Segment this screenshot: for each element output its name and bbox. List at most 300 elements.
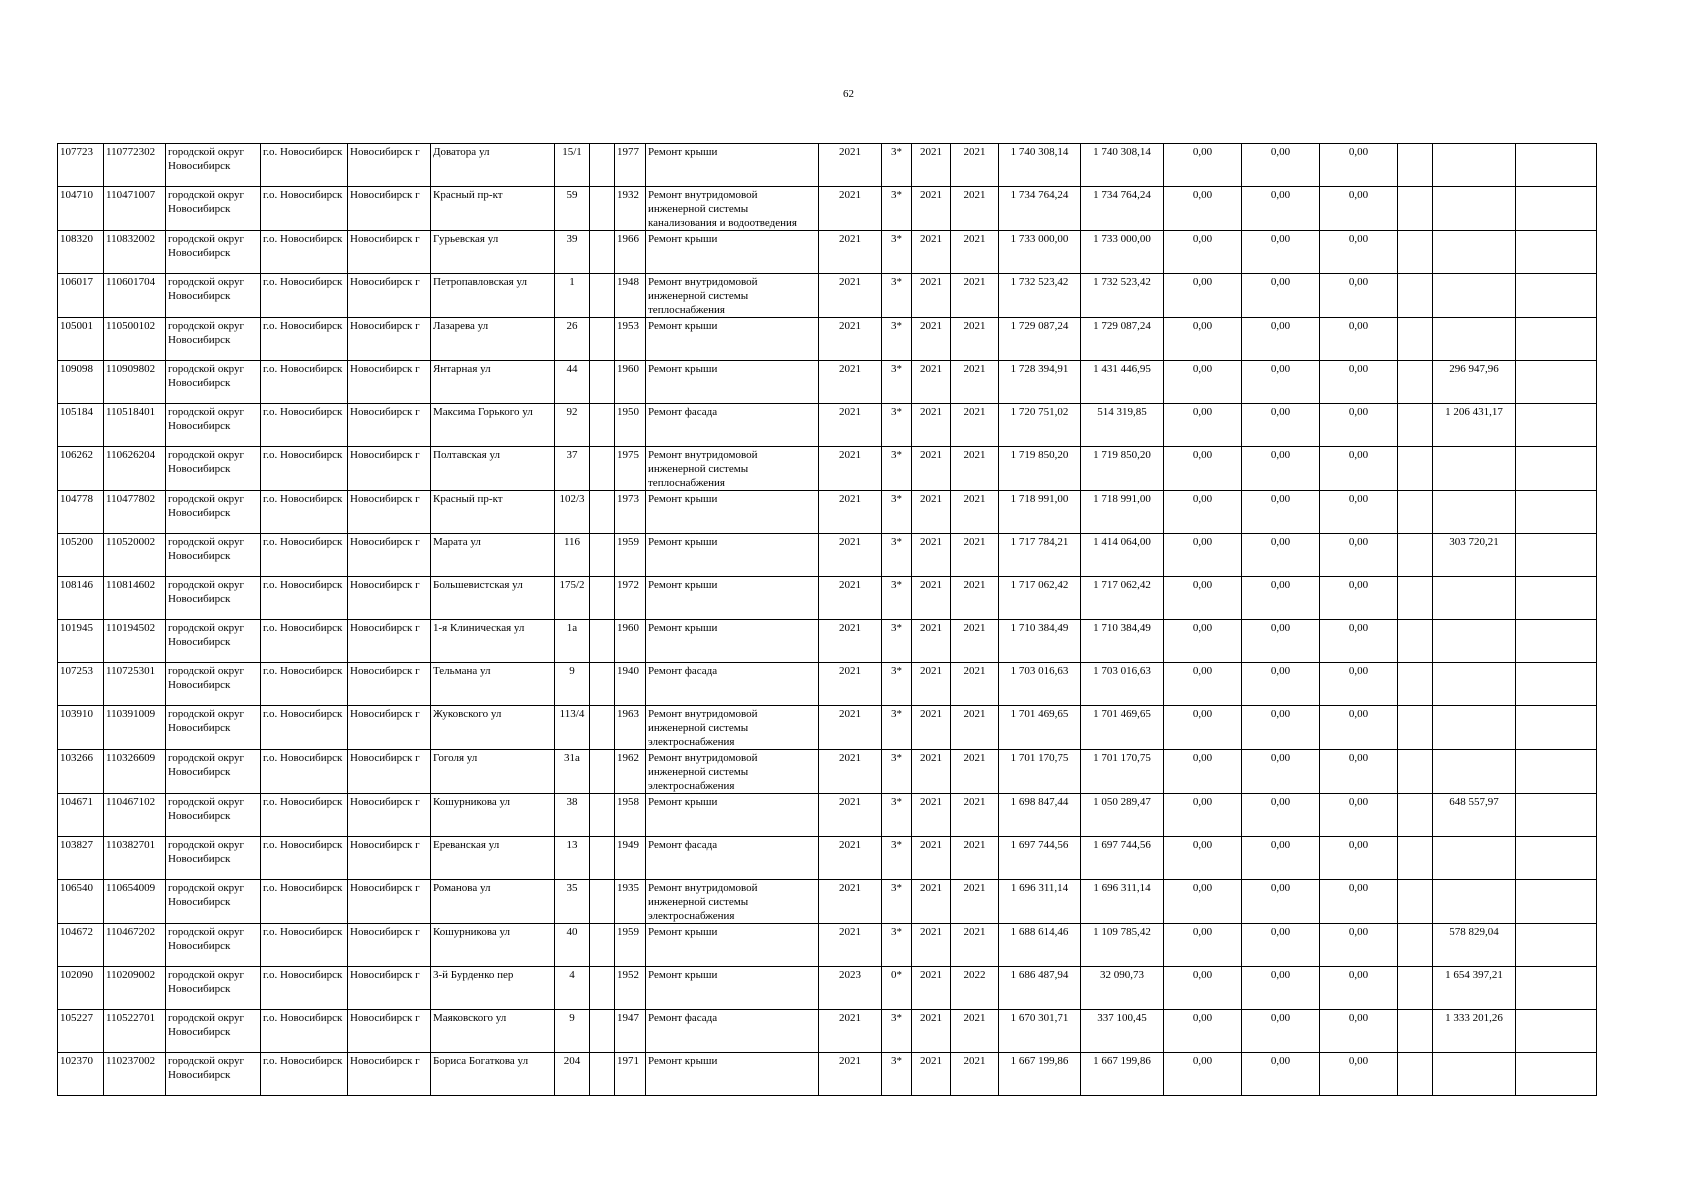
house-code: 110391009 [104,706,166,750]
notes [1516,231,1597,274]
building-number [590,447,615,491]
notes [1516,663,1597,706]
house-number: 102/3 [555,491,590,534]
district: городской округ Новосибирск [166,837,261,880]
city: Новосибирск г [348,577,431,620]
district: городской округ Новосибирск [166,231,261,274]
total-cost: 1 732 523,42 [999,274,1081,318]
house-id: 105227 [58,1010,104,1053]
house-id: 104710 [58,187,104,231]
work-type: Ремонт внутридомовой инженерной системы электроснабжения [646,706,819,750]
total-cost: 1 720 751,02 [999,404,1081,447]
funding-2: 0,00 [1242,577,1320,620]
district: городской округ Новосибирск [166,404,261,447]
fund-cost: 1 734 764,24 [1081,187,1164,231]
city: Новосибирск г [348,361,431,404]
category: 3* [882,924,912,967]
total-cost: 1 696 311,14 [999,880,1081,924]
notes [1516,750,1597,794]
funding-2: 0,00 [1242,620,1320,663]
plan-year: 2021 [819,663,882,706]
funding-2: 0,00 [1242,534,1320,577]
funding-1: 0,00 [1164,1010,1242,1053]
funding-2: 0,00 [1242,404,1320,447]
funding-4 [1398,794,1433,837]
district: городской округ Новосибирск [166,361,261,404]
year-built: 1958 [615,794,646,837]
house-code: 110520002 [104,534,166,577]
house-code: 110471007 [104,187,166,231]
house-code: 110382701 [104,837,166,880]
start-year: 2021 [912,534,951,577]
funding-3: 0,00 [1320,620,1398,663]
notes [1516,1010,1597,1053]
building-number [590,663,615,706]
funding-1: 0,00 [1164,447,1242,491]
year-built: 1960 [615,620,646,663]
municipality: г.о. Новосибирск [261,318,348,361]
funding-4 [1398,274,1433,318]
funding-3: 0,00 [1320,1010,1398,1053]
fund-cost: 1 431 446,95 [1081,361,1164,404]
table-row [58,144,1597,187]
building-number [590,1053,615,1096]
funding-4 [1398,577,1433,620]
house-number: 26 [555,318,590,361]
notes [1516,318,1597,361]
total-cost: 1 734 764,24 [999,187,1081,231]
plan-year: 2021 [819,706,882,750]
city: Новосибирск г [348,620,431,663]
table-row [58,361,1597,404]
fund-cost: 1 667 199,86 [1081,1053,1164,1096]
category: 3* [882,663,912,706]
work-type: Ремонт крыши [646,967,819,1010]
funding-4 [1398,534,1433,577]
work-type: Ремонт внутридомовой инженерной системы теплоснабжения [646,447,819,491]
municipality: г.о. Новосибирск [261,794,348,837]
municipality: г.о. Новосибирск [261,231,348,274]
table-row [58,837,1597,880]
building-number [590,577,615,620]
plan-year: 2021 [819,491,882,534]
house-number: 38 [555,794,590,837]
notes [1516,447,1597,491]
notes [1516,274,1597,318]
table-row [58,274,1597,318]
house-number: 31а [555,750,590,794]
house-code: 110814602 [104,577,166,620]
municipality: г.о. Новосибирск [261,924,348,967]
house-id: 105184 [58,404,104,447]
year-built: 1952 [615,967,646,1010]
district: городской округ Новосибирск [166,620,261,663]
start-year: 2021 [912,318,951,361]
funding-1: 0,00 [1164,187,1242,231]
category: 3* [882,231,912,274]
work-type: Ремонт крыши [646,361,819,404]
funding-1: 0,00 [1164,318,1242,361]
municipality: г.о. Новосибирск [261,361,348,404]
work-type: Ремонт внутридомовой инженерной системы электроснабжения [646,880,819,924]
fund-cost: 1 717 062,42 [1081,577,1164,620]
district: городской округ Новосибирск [166,794,261,837]
notes [1516,577,1597,620]
end-year: 2021 [951,1010,999,1053]
notes [1516,144,1597,187]
building-number [590,924,615,967]
year-built: 1972 [615,577,646,620]
house-id: 105200 [58,534,104,577]
house-id: 105001 [58,318,104,361]
category: 3* [882,361,912,404]
funding-3: 0,00 [1320,361,1398,404]
funding-2: 0,00 [1242,1010,1320,1053]
house-code: 110725301 [104,663,166,706]
funding-2: 0,00 [1242,144,1320,187]
street: Кошурникова ул [431,794,555,837]
fund-cost: 337 100,45 [1081,1010,1164,1053]
plan-year: 2021 [819,577,882,620]
start-year: 2021 [912,361,951,404]
year-built: 1953 [615,318,646,361]
funding-1: 0,00 [1164,144,1242,187]
house-id: 107253 [58,663,104,706]
category: 3* [882,144,912,187]
house-id: 107723 [58,144,104,187]
street: Маяковского ул [431,1010,555,1053]
notes [1516,1053,1597,1096]
funding-3: 0,00 [1320,447,1398,491]
fund-cost: 1 732 523,42 [1081,274,1164,318]
fund-cost: 1 697 744,56 [1081,837,1164,880]
fund-cost: 32 090,73 [1081,967,1164,1010]
funding-1: 0,00 [1164,577,1242,620]
funding-2: 0,00 [1242,231,1320,274]
district: городской округ Новосибирск [166,750,261,794]
work-type: Ремонт крыши [646,534,819,577]
funding-4 [1398,1053,1433,1096]
total-cost: 1 697 744,56 [999,837,1081,880]
end-year: 2021 [951,318,999,361]
building-number [590,837,615,880]
table-row [58,577,1597,620]
plan-year: 2021 [819,837,882,880]
table-row [58,1053,1597,1096]
funding-4 [1398,447,1433,491]
house-number: 175/2 [555,577,590,620]
municipality: г.о. Новосибирск [261,620,348,663]
building-number [590,144,615,187]
year-built: 1966 [615,231,646,274]
city: Новосибирск г [348,750,431,794]
house-number: 35 [555,880,590,924]
house-code: 110467102 [104,794,166,837]
funding-2: 0,00 [1242,274,1320,318]
house-id: 103910 [58,706,104,750]
work-type: Ремонт крыши [646,1053,819,1096]
category: 0* [882,967,912,1010]
city: Новосибирск г [348,274,431,318]
house-id: 104671 [58,794,104,837]
table-row [58,663,1597,706]
funding-3: 0,00 [1320,663,1398,706]
year-built: 1959 [615,924,646,967]
municipality: г.о. Новосибирск [261,750,348,794]
house-code: 110832002 [104,231,166,274]
district: городской округ Новосибирск [166,187,261,231]
funding-1: 0,00 [1164,706,1242,750]
other-funding [1433,620,1516,663]
table-row [58,491,1597,534]
plan-year: 2021 [819,144,882,187]
end-year: 2021 [951,274,999,318]
repair-register-table [57,143,1597,1096]
funding-3: 0,00 [1320,187,1398,231]
plan-year: 2021 [819,231,882,274]
table-row [58,231,1597,274]
total-cost: 1 719 850,20 [999,447,1081,491]
building-number [590,534,615,577]
category: 3* [882,1010,912,1053]
category: 3* [882,187,912,231]
funding-1: 0,00 [1164,274,1242,318]
end-year: 2021 [951,491,999,534]
start-year: 2021 [912,231,951,274]
table-row [58,318,1597,361]
city: Новосибирск г [348,837,431,880]
category: 3* [882,577,912,620]
house-number: 1 [555,274,590,318]
notes [1516,491,1597,534]
building-number [590,231,615,274]
funding-4 [1398,706,1433,750]
year-built: 1959 [615,534,646,577]
municipality: г.о. Новосибирск [261,880,348,924]
end-year: 2021 [951,880,999,924]
building-number [590,404,615,447]
house-code: 110909802 [104,361,166,404]
funding-1: 0,00 [1164,794,1242,837]
start-year: 2021 [912,577,951,620]
municipality: г.о. Новосибирск [261,706,348,750]
year-built: 1971 [615,1053,646,1096]
year-built: 1973 [615,491,646,534]
plan-year: 2021 [819,534,882,577]
table-row [58,1010,1597,1053]
funding-3: 0,00 [1320,274,1398,318]
city: Новосибирск г [348,491,431,534]
year-built: 1962 [615,750,646,794]
work-type: Ремонт фасада [646,837,819,880]
table-row [58,967,1597,1010]
plan-year: 2021 [819,620,882,663]
city: Новосибирск г [348,706,431,750]
city: Новосибирск г [348,447,431,491]
street: Гурьевская ул [431,231,555,274]
fund-cost: 1 719 850,20 [1081,447,1164,491]
notes [1516,404,1597,447]
municipality: г.о. Новосибирск [261,187,348,231]
house-number: 59 [555,187,590,231]
funding-4 [1398,750,1433,794]
plan-year: 2023 [819,967,882,1010]
house-number: 13 [555,837,590,880]
street: Доватора ул [431,144,555,187]
end-year: 2021 [951,534,999,577]
funding-2: 0,00 [1242,491,1320,534]
district: городской округ Новосибирск [166,274,261,318]
plan-year: 2021 [819,924,882,967]
total-cost: 1 701 469,65 [999,706,1081,750]
funding-4 [1398,924,1433,967]
funding-4 [1398,663,1433,706]
fund-cost: 1 050 289,47 [1081,794,1164,837]
house-code: 110467202 [104,924,166,967]
work-type: Ремонт крыши [646,491,819,534]
funding-3: 0,00 [1320,144,1398,187]
end-year: 2021 [951,404,999,447]
city: Новосибирск г [348,534,431,577]
district: городской округ Новосибирск [166,577,261,620]
funding-1: 0,00 [1164,404,1242,447]
start-year: 2021 [912,880,951,924]
start-year: 2021 [912,706,951,750]
start-year: 2021 [912,967,951,1010]
house-id: 109098 [58,361,104,404]
municipality: г.о. Новосибирск [261,663,348,706]
total-cost: 1 733 000,00 [999,231,1081,274]
total-cost: 1 686 487,94 [999,967,1081,1010]
notes [1516,620,1597,663]
start-year: 2021 [912,794,951,837]
funding-4 [1398,318,1433,361]
funding-3: 0,00 [1320,1053,1398,1096]
other-funding [1433,491,1516,534]
funding-1: 0,00 [1164,880,1242,924]
total-cost: 1 718 991,00 [999,491,1081,534]
funding-1: 0,00 [1164,1053,1242,1096]
plan-year: 2021 [819,1053,882,1096]
city: Новосибирск г [348,924,431,967]
funding-1: 0,00 [1164,837,1242,880]
municipality: г.о. Новосибирск [261,1010,348,1053]
other-funding [1433,577,1516,620]
year-built: 1932 [615,187,646,231]
total-cost: 1 717 784,21 [999,534,1081,577]
street: Петропавловская ул [431,274,555,318]
plan-year: 2021 [819,1010,882,1053]
table-row [58,706,1597,750]
building-number [590,361,615,404]
city: Новосибирск г [348,318,431,361]
funding-1: 0,00 [1164,491,1242,534]
start-year: 2021 [912,187,951,231]
other-funding: 296 947,96 [1433,361,1516,404]
house-id: 106017 [58,274,104,318]
funding-4 [1398,967,1433,1010]
start-year: 2021 [912,491,951,534]
house-number: 9 [555,1010,590,1053]
start-year: 2021 [912,1010,951,1053]
fund-cost: 1 733 000,00 [1081,231,1164,274]
funding-1: 0,00 [1164,663,1242,706]
street: Романова ул [431,880,555,924]
year-built: 1975 [615,447,646,491]
work-type: Ремонт внутридомовой инженерной системы электроснабжения [646,750,819,794]
city: Новосибирск г [348,231,431,274]
house-number: 15/1 [555,144,590,187]
year-built: 1950 [615,404,646,447]
notes [1516,361,1597,404]
work-type: Ремонт крыши [646,577,819,620]
city: Новосибирск г [348,663,431,706]
table-row [58,620,1597,663]
city: Новосибирск г [348,187,431,231]
other-funding [1433,187,1516,231]
city: Новосибирск г [348,794,431,837]
house-id: 102090 [58,967,104,1010]
city: Новосибирск г [348,967,431,1010]
house-number: 39 [555,231,590,274]
work-type: Ремонт фасада [646,404,819,447]
municipality: г.о. Новосибирск [261,404,348,447]
municipality: г.о. Новосибирск [261,144,348,187]
district: городской округ Новосибирск [166,144,261,187]
funding-1: 0,00 [1164,361,1242,404]
house-number: 44 [555,361,590,404]
district: городской округ Новосибирск [166,318,261,361]
street: Жуковского ул [431,706,555,750]
other-funding [1433,274,1516,318]
district: городской округ Новосибирск [166,663,261,706]
end-year: 2021 [951,837,999,880]
work-type: Ремонт фасада [646,663,819,706]
fund-cost: 1 710 384,49 [1081,620,1164,663]
end-year: 2021 [951,706,999,750]
end-year: 2021 [951,620,999,663]
start-year: 2021 [912,620,951,663]
street: 3-й Бурденко пер [431,967,555,1010]
municipality: г.о. Новосибирск [261,577,348,620]
category: 3* [882,794,912,837]
funding-2: 0,00 [1242,794,1320,837]
district: городской округ Новосибирск [166,491,261,534]
building-number [590,750,615,794]
house-code: 110626204 [104,447,166,491]
house-code: 110326609 [104,750,166,794]
house-id: 104778 [58,491,104,534]
building-number [590,1010,615,1053]
end-year: 2021 [951,663,999,706]
total-cost: 1 717 062,42 [999,577,1081,620]
category: 3* [882,620,912,663]
building-number [590,187,615,231]
funding-3: 0,00 [1320,231,1398,274]
house-code: 110194502 [104,620,166,663]
year-built: 1963 [615,706,646,750]
plan-year: 2021 [819,274,882,318]
other-funding [1433,837,1516,880]
funding-4 [1398,404,1433,447]
table-row [58,447,1597,491]
funding-4 [1398,880,1433,924]
funding-1: 0,00 [1164,534,1242,577]
fund-cost: 1 729 087,24 [1081,318,1164,361]
total-cost: 1 729 087,24 [999,318,1081,361]
plan-year: 2021 [819,404,882,447]
work-type: Ремонт крыши [646,794,819,837]
